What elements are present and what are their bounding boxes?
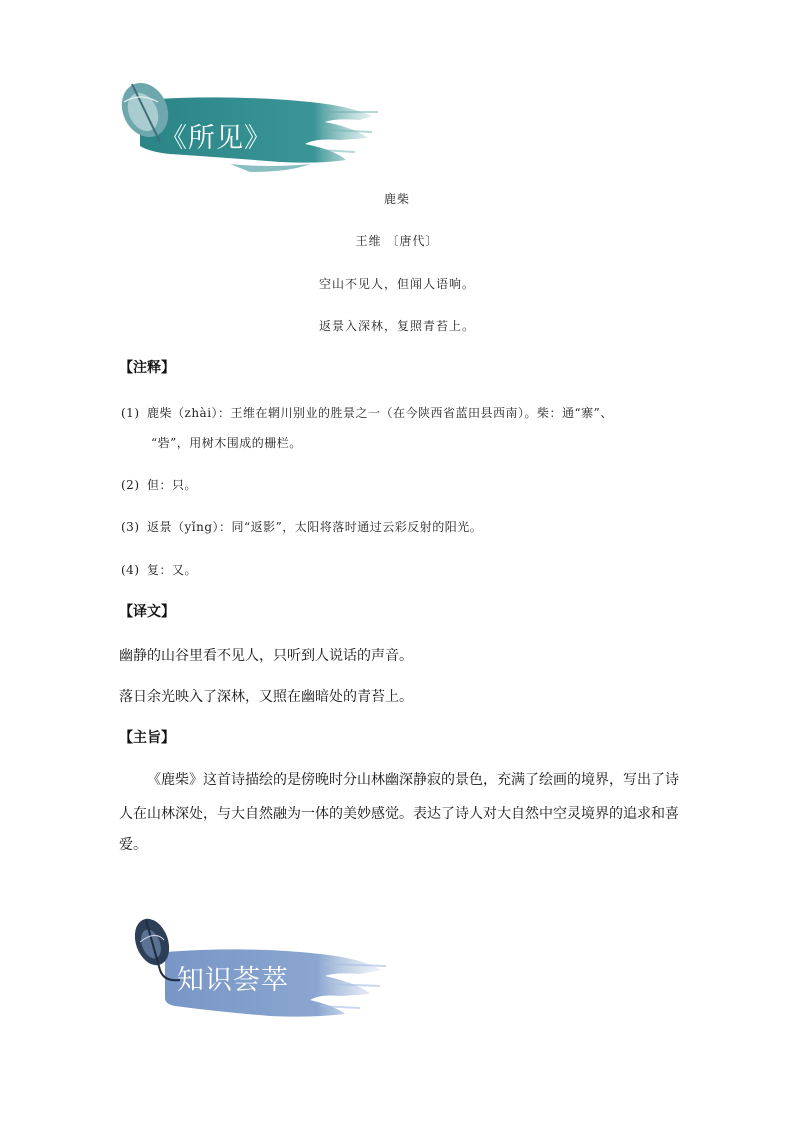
poem-line: 返景入深林，复照青苔上。: [318, 319, 475, 333]
poem-title: 鹿柴: [383, 192, 410, 206]
banner-title: 知识荟萃: [177, 965, 289, 996]
poem-author: 王维 〔唐代〕: [355, 234, 439, 248]
note-number: (1): [121, 406, 140, 420]
notes-heading: 【注释】: [119, 360, 175, 376]
banner-title: 《所见》: [160, 123, 272, 154]
section-banner-suojian: [110, 72, 380, 182]
note-number: (2): [121, 478, 140, 492]
note-item: [121, 476, 197, 493]
note-text: 复：又。: [147, 563, 198, 577]
note-text: 鹿柴（zhài）：王维在辋川别业的胜景之一（在今陕西省蓝田县西南）。柴：通“寨”、: [147, 406, 613, 420]
note-number: (4): [121, 563, 140, 577]
note-number: (3): [121, 520, 140, 534]
theme-line: 人在山林深处，与大自然融为一体的美妙感觉。表达了诗人对大自然中空灵境界的追求和喜: [119, 806, 679, 822]
note-item: [121, 404, 613, 421]
poem-line: 空山不见人，但闻人语响。: [318, 277, 475, 291]
translation-heading: 【译文】: [119, 604, 175, 620]
note-continuation: “砦”，用树木围成的栅栏。: [151, 436, 302, 450]
section-banner-zhishi: [120, 912, 390, 1030]
note-item: [121, 561, 197, 578]
note-item: [121, 518, 482, 535]
note-text: 但：只。: [147, 478, 198, 492]
theme-line: 爱。: [119, 837, 147, 853]
translation-line: 幽静的山谷里看不见人，只听到人说话的声音。: [119, 648, 413, 664]
theme-heading: 【主旨】: [119, 730, 175, 746]
theme-line: 《鹿柴》这首诗描绘的是傍晚时分山林幽深静寂的景色，充满了绘画的境界，写出了诗: [147, 772, 679, 788]
note-text: 返景（yǐng）：同“返影”，太阳将落时通过云彩反射的阳光。: [147, 520, 483, 534]
translation-line: 落日余光映入了深林，又照在幽暗处的青苔上。: [119, 689, 413, 705]
